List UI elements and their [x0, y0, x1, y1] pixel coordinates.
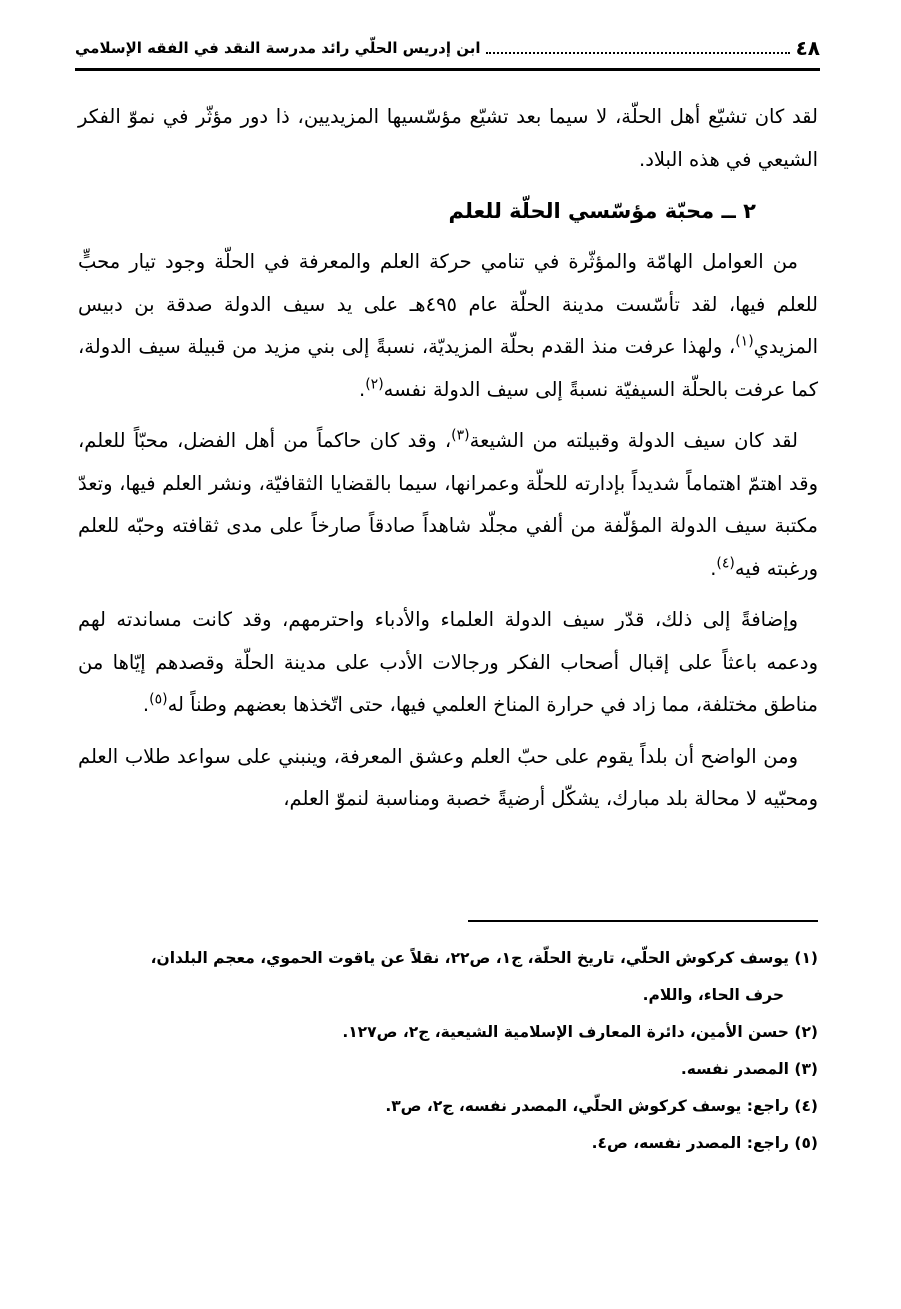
footnote-separator	[468, 920, 818, 922]
paragraph-1	[78, 96, 818, 181]
paragraph-2-text-a: من العوامل الهامّة والمؤثّرة في تنامي حركة العلم والمعرفة في الحلّة وجود تيار محبٍّ للعلم فيها، لقد تأسّست مدينة الحلّة عام ٤٩٥هـ على يد سيف الدولة صدقة بن دبيس المزيدي	[78, 250, 818, 358]
header-rule	[75, 68, 820, 71]
footnote-4: (٤) راجع: يوسف كركوش الحلّي، المصدر نفسه، ج٢، ص٣.	[385, 1097, 818, 1115]
paragraph-3-text-c: .	[710, 556, 717, 580]
paragraph-2	[78, 241, 818, 411]
page-header	[75, 28, 820, 68]
paragraph-3-text-b: ، وقد كان حاكماً من أهل الفضل، محبّاً للعلم، وقد اهتمّ اهتماماً شديداً بإدارته للحلّة وعمرانها، سيما بالقضايا الثقافيّة، ونشر العلم فيها، وتعدّ مكتبة سيف الدولة المؤلّفة من ألفي مجلّد شاهداً صادقاً صارخاً على مدى ثقافته وحبّه للعلم ورغبته فيه	[78, 429, 818, 580]
footnote-1-continuation: حرف الحاء، واللام.	[642, 986, 784, 1004]
footnote-1	[70, 940, 818, 1014]
footnote-ref-3[interactable]: (٣)	[451, 427, 470, 444]
paragraph-5-text: ومن الواضح أن بلداً يقوم على حبّ العلم وعشق المعرفة، وينبني على سواعد طلاب العلم ومحبّيه لا محالة بلد مبارك، يشكّل أرضيةً خصبة ومناسبة لنموّ العلم،	[78, 744, 818, 810]
paragraph-5	[78, 736, 818, 821]
footnote-3: (٣) المصدر نفسه.	[680, 1060, 818, 1078]
page-number: ٤٨	[795, 36, 820, 60]
footnote-ref-1[interactable]: (١)	[735, 333, 754, 350]
footnote-5: (٥) راجع: المصدر نفسه، ص٤.	[591, 1134, 818, 1152]
paragraph-3-text-a: لقد كان سيف الدولة وقبيلته من الشيعة	[469, 429, 798, 452]
paragraph-2-text-c: .	[358, 377, 366, 401]
paragraph-4-text-a: وإضافةً إلى ذلك، قدّر سيف الدولة العلماء والأدباء واحترمهم، وقد كانت مساندته لهم ودعمه باعثاً على إقبال أصحاب الفكر ورجالات الأدب على مدينة الحلّة وقصدهم إيّاها من مناطق مختلفة، مما زاد في حرارة المناخ العلمي فيها، حتى اتّخذها بعضهم وطناً له	[78, 608, 818, 716]
footnote-ref-5[interactable]: (٥)	[149, 691, 168, 708]
paragraph-1-text: لقد كان تشيّع أهل الحلّة، لا سيما بعد تشيّع مؤسّسيها المزيديين، ذا دور مؤثّر في نموّ الفكر الشيعي في هذه البلاد.	[78, 105, 818, 171]
header-dot-leader	[486, 42, 789, 54]
paragraph-2-text-b: ، ولهذا عرفت منذ القدم بحلّة المزيديّة، نسبةً إلى بني مزيد من قبيلة سيف الدولة، كما عرفت بالحلّة السيفيّة نسبةً إلى سيف الدولة نفسه	[78, 335, 818, 401]
footnote-ref-2[interactable]: (٢)	[365, 376, 384, 392]
footnotes	[70, 940, 818, 1162]
paragraph-4-text-c: .	[142, 693, 150, 716]
body-text	[78, 96, 818, 830]
paragraph-3	[78, 420, 818, 590]
footnote-2: (٢) حسن الأمين، دائرة المعارف الإسلامية الشيعية، ج٢، ص١٢٧.	[342, 1023, 818, 1041]
footnote-1-text: (١) يوسف كركوش الحلّي، تاريخ الحلّة، ج١، ص٢٢، نقلاً عن ياقوت الحموي، معجم البلدان،	[150, 949, 818, 967]
section-heading: ٢ ــ محبّة مؤسّسي الحلّة للعلم	[448, 199, 756, 223]
paragraph-4	[78, 599, 818, 727]
footnote-ref-4[interactable]: (٤)	[716, 555, 735, 571]
running-title: ابن إدريس الحلّي رائد مدرسة النقد في الفقه الإسلامي	[75, 39, 481, 57]
